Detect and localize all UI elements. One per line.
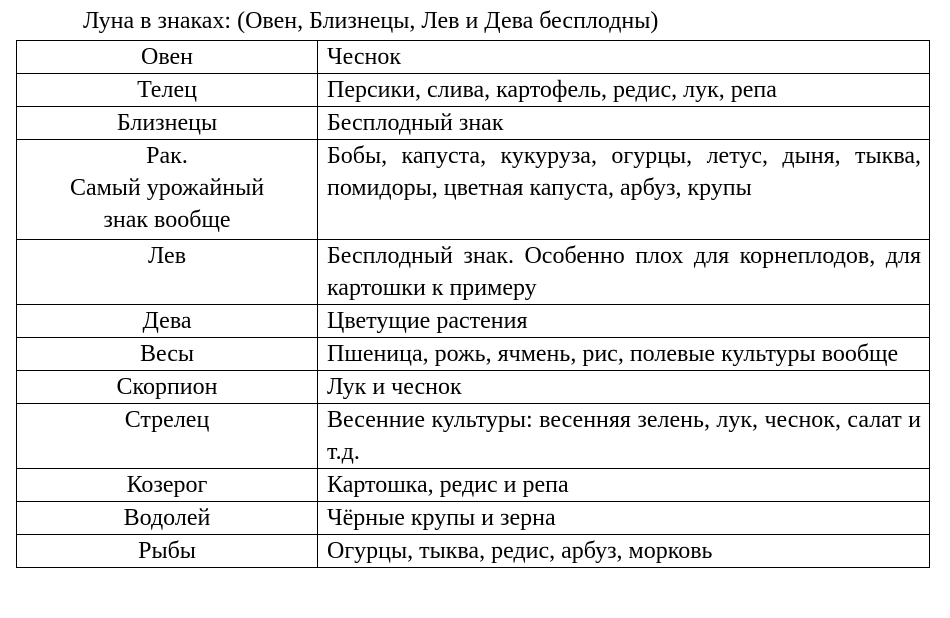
table-row: [17, 404, 930, 469]
sign-cell: Овен: [17, 41, 318, 74]
crops-cell: Чеснок: [318, 41, 930, 74]
table-row: [17, 371, 930, 404]
sign-cell: Водолей: [17, 502, 318, 535]
sign-cell: Козерог: [17, 469, 318, 502]
sign-cell: Дева: [17, 305, 318, 338]
sign-cell: [17, 140, 318, 240]
sign-cell: Стрелец: [17, 404, 318, 469]
crops-cell: Бобы, капуста, кукуруза, огурцы, летус, дыня, тыква, помидоры, цветная капуста, арбуз, крупы: [318, 140, 930, 240]
table-row: [17, 338, 930, 371]
moon-signs-table: [16, 40, 930, 568]
crops-cell: Лук и чеснок: [318, 371, 930, 404]
crops-cell: Бесплодный знак. Особенно плох для корнеплодов, для картошки к примеру: [318, 240, 930, 305]
table-row: [17, 74, 930, 107]
crops-cell: Огурцы, тыква, редис, арбуз, морковь: [318, 535, 930, 568]
page-title: Луна в знаках: (Овен, Близнецы, Лев и Дева бесплодны): [83, 8, 659, 34]
crops-cell: Пшеница, рожь, ячмень, рис, полевые культуры вообще: [318, 338, 930, 371]
crops-cell: Цветущие растения: [318, 305, 930, 338]
sign-line: Самый урожайный: [69, 175, 265, 201]
sign-cell: Скорпион: [17, 371, 318, 404]
sign-cell: Весы: [17, 338, 318, 371]
table-row: [17, 535, 930, 568]
table-row: [17, 502, 930, 535]
crops-cell: Чёрные крупы и зерна: [318, 502, 930, 535]
sign-cell: Телец: [17, 74, 318, 107]
sign-cell: Рыбы: [17, 535, 318, 568]
table-row: [17, 41, 930, 74]
table-row: [17, 305, 930, 338]
sign-line: Рак.: [146, 143, 188, 169]
table-row: [17, 469, 930, 502]
crops-cell: Бесплодный знак: [318, 107, 930, 140]
crops-cell: Персики, слива, картофель, редис, лук, репа: [318, 74, 930, 107]
crops-cell: Картошка, редис и репа: [318, 469, 930, 502]
table-row: [17, 140, 930, 240]
sign-cell: Близнецы: [17, 107, 318, 140]
sign-line: знак вообще: [103, 207, 231, 233]
crops-cell: Весенние культуры: весенняя зелень, лук, чеснок, салат и т.д.: [318, 404, 930, 469]
table-row: [17, 107, 930, 140]
table-row: [17, 240, 930, 305]
sign-cell: Лев: [17, 240, 318, 305]
